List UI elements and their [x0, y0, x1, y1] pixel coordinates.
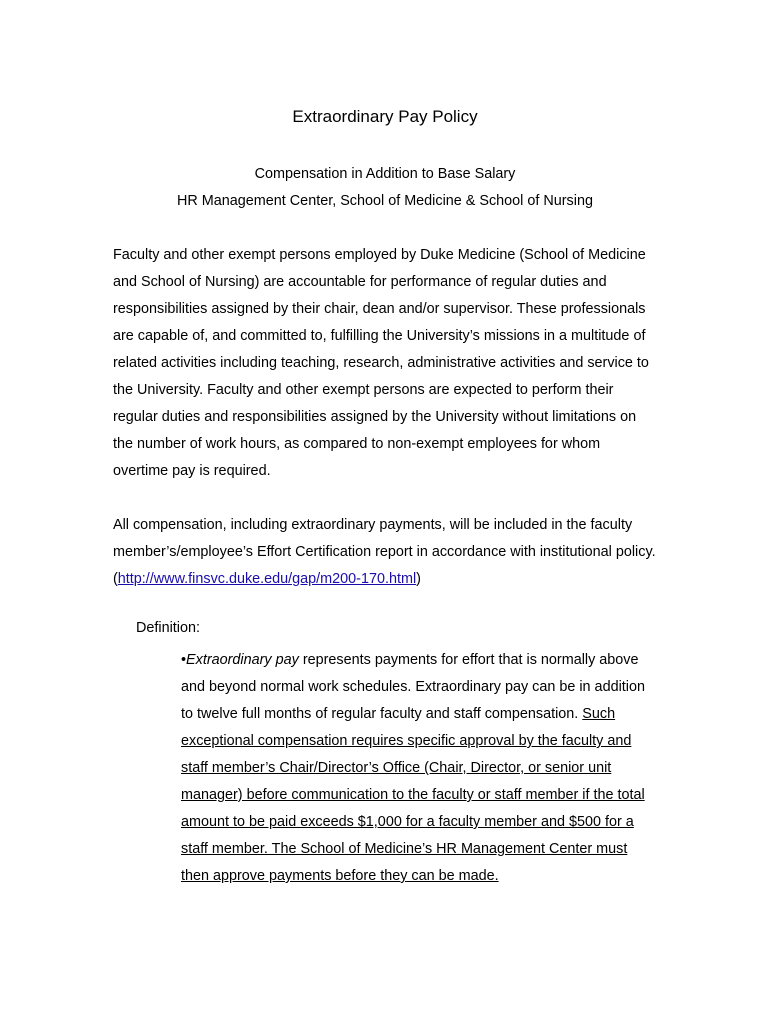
- policy-paragraph-2-text: All compensation, including extraordinary payments, will be included in the faculty member’s/employee’s Effort Certification report in accordance with institutional policy. (: [113, 517, 656, 587]
- definition-term: Extraordinary pay: [186, 652, 299, 668]
- policy-paragraph-2: [113, 512, 658, 593]
- definition-requirement: Such exceptional compensation requires specific approval by the faculty and staff member’s Chair/Director’s Office (Chair, Director, or senior unit manager) before communication to the faculty or staff member if the total amount to be paid exceeds $1,000 for a faculty member and $500 for a staff member. The School of Medicine’s HR Management Center must then approve payments before they can be made.: [181, 706, 645, 884]
- bullet-icon: •: [181, 652, 187, 668]
- policy-link[interactable]: http://www.finsvc.duke.edu/gap/m200-170.html: [117, 571, 417, 587]
- document-department: HR Management Center, School of Medicine & School of Nursing: [177, 193, 593, 209]
- definition-item: [181, 647, 651, 890]
- definition-heading: Definition:: [136, 620, 200, 636]
- definition-text: represents payments for effort that is normally above and beyond normal work schedules. Extraordinary pay can be in addition to twelve full months of regular faculty and staff compensation.: [181, 652, 645, 722]
- policy-paragraph-1: Faculty and other exempt persons employed by Duke Medicine (School of Medicine and School of Nursing) are accountable for performance of regular duties and responsibilities assigned by their chair, dean and/or supervisor. These professionals are capable of, and committed to, fulfilling the University’s missions in a multitude of related activities including teaching, research, administrative activities and service to the University. Faculty and other exempt persons are expected to perform their regular duties and responsibilities assigned by the University without limitations on the number of work hours, as compared to non-exempt employees for whom overtime pay is required.: [113, 247, 649, 479]
- policy-paragraph-2-close: ): [416, 571, 421, 587]
- document-title: Extraordinary Pay Policy: [292, 107, 478, 126]
- document-subtitle: Compensation in Addition to Base Salary: [254, 166, 516, 182]
